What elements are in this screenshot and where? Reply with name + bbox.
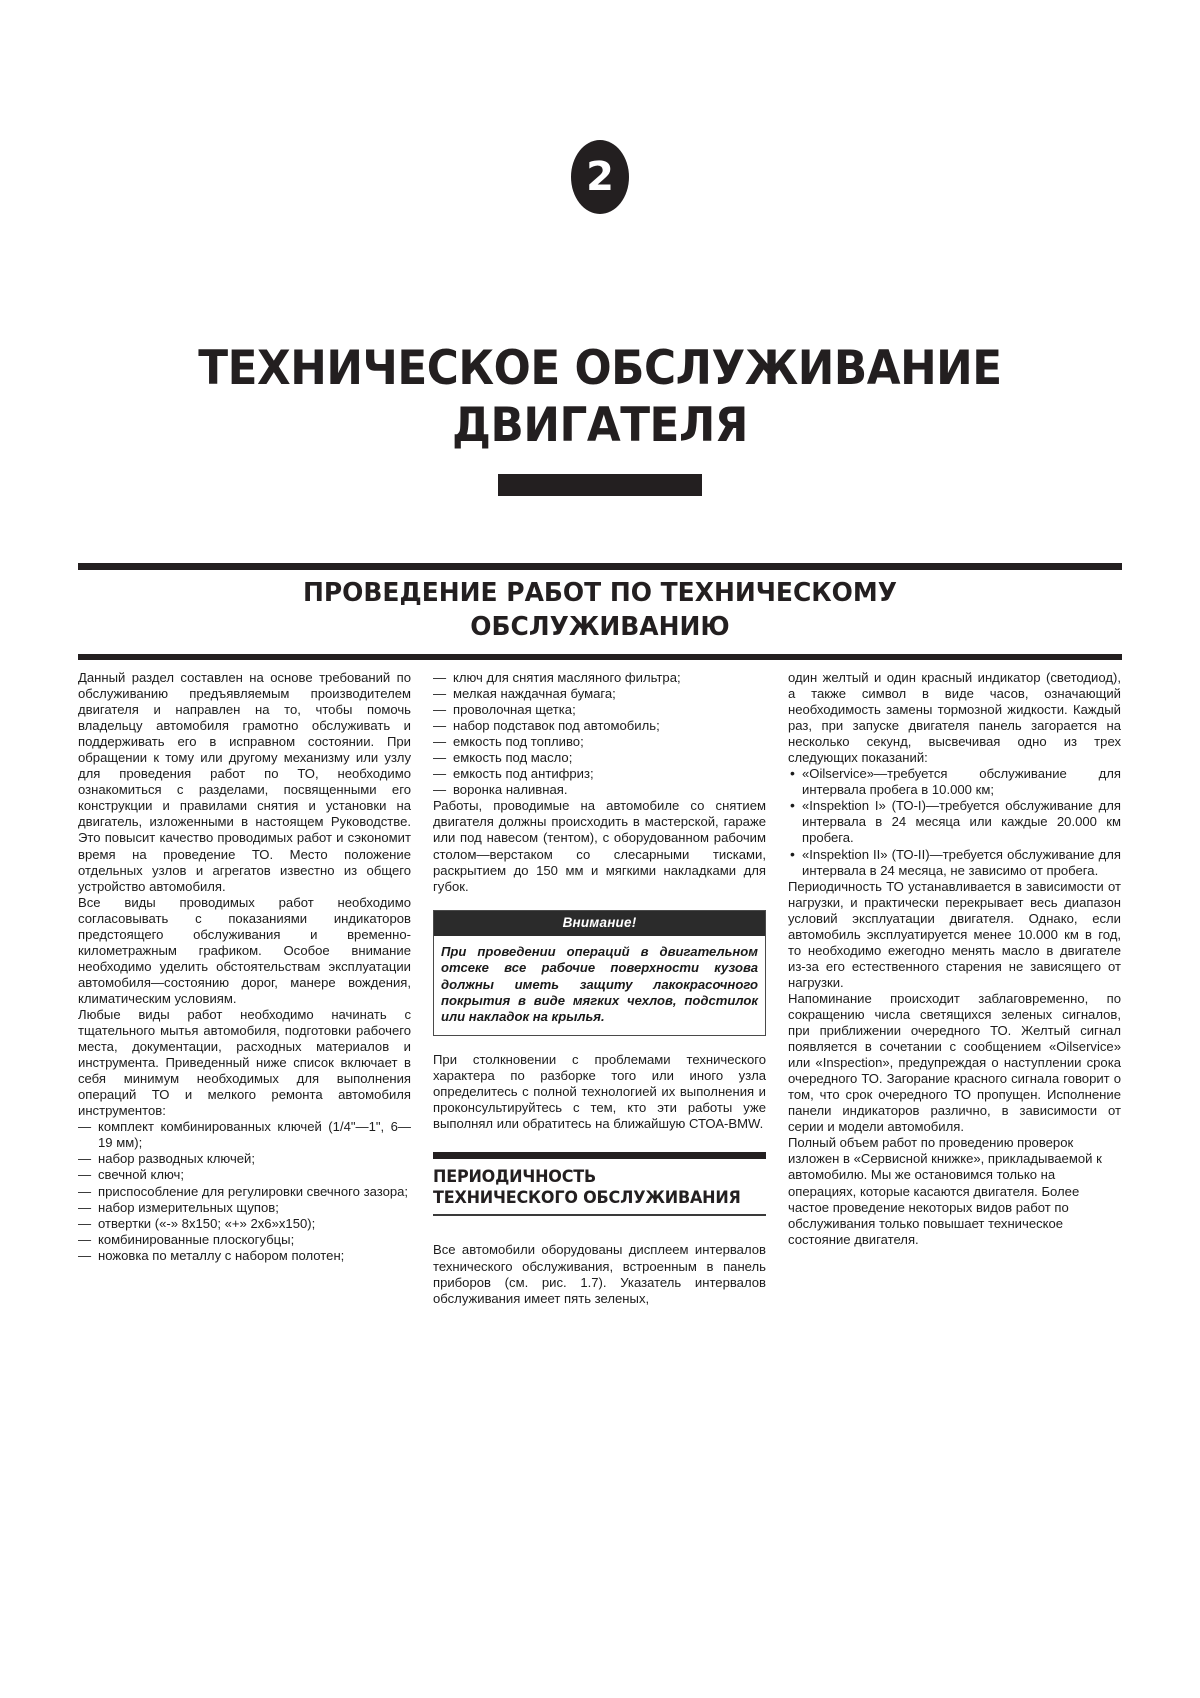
tools-list-continued bbox=[433, 670, 766, 798]
paragraph: Все виды проводимых работ необходимо согласовывать с показаниями индикаторов предстоящего обслуживания и временно-километражным графиком. Особое внимание необходимо уделить обстоятельствам эксплуатации автомобиля—состоянию дорог, манере вождения, климатическим условиям. bbox=[78, 894, 411, 1006]
paragraph: Любые виды работ необходимо начинать с тщательного мытья автомобиля, подготовки рабочего места, документации, расходных материалов и инструмента. Приведенный ниже список включает в себя минимум необходимых для выполнения операций ТО и мелкого ремонта автомобиля инструментов: bbox=[78, 1006, 411, 1119]
section-heading-line-1: ПРОВЕДЕНИЕ РАБОТ ПО ТЕХНИЧЕСКОМУ bbox=[303, 578, 897, 608]
paragraph: Периодичность ТО устанавливается в зависимости от нагрузки, и практически перекрывает весь диапазон условий эксплуатации двигателя. Однако, если автомобиль эксплуатируется менее 10.000 км в год, то необходимо ежегодно менять масло в двигателе из-за его естественного старения не зависящего от нагрузки. bbox=[788, 878, 1121, 990]
paragraph: Полный объем работ по проведению проверок изложен в «Сервисной книжке», прикладываемой к автомобилю. Мы же остановимся только на операциях, которые касаются двигателя. Более частое проведение некоторых видов работ по обслуживания только повышает техническое состояние двигателя. bbox=[788, 1135, 1102, 1247]
subsection-heading-line-1: ПЕРИОДИЧНОСТЬ bbox=[433, 1166, 596, 1186]
paragraph: При столкновении с проблемами технического характера по разборке того или иного узла определитесь с полной технологией их выполнения и проконсультируйтесь с тем, кто эти работы уже выполнял или обратитесь на ближайшую СТОА-BMW. bbox=[433, 1051, 766, 1131]
text-column-3 bbox=[788, 670, 1121, 1670]
tools-list bbox=[78, 1119, 411, 1263]
list-item: — набор измерительных щупов; bbox=[78, 1200, 411, 1216]
subsection-heading bbox=[433, 1166, 756, 1208]
list-item: — емкость под топливо; bbox=[433, 734, 766, 750]
section-heading bbox=[99, 576, 1101, 645]
paragraph: Работы, проводимые на автомобиле со снятием двигателя должны происходить в мастерской, гараже или под навесом (тентом), с оборудованном рабочим столом—верстаком со слесарными тисками, раскрытием до 150 мм и мягкими накладками для губок. bbox=[433, 798, 766, 894]
warning-box bbox=[433, 910, 766, 1036]
list-item: — свечной ключ; bbox=[78, 1167, 411, 1183]
subsection-rule-bottom bbox=[433, 1214, 766, 1217]
subsection-heading-line-2: ТЕХНИЧЕСКОГО ОБСЛУЖИВАНИЯ bbox=[433, 1187, 741, 1207]
warning-box-title: Внимание! bbox=[434, 911, 765, 936]
service-indicator-list bbox=[788, 766, 1121, 878]
list-item: • «Inspektion I» (ТО-I)—требуется обслуживание для интервала в 24 месяца или каждые 20.000 км пробега. bbox=[788, 798, 1121, 846]
paragraph: Все автомобили оборудованы дисплеем интервалов технического обслуживания, встроенным в панель приборов (см. рис. 1.7). Указатель интервалов обслуживания имеет пять зеленых, bbox=[433, 1242, 766, 1306]
list-item: — емкость под антифриз; bbox=[433, 766, 766, 782]
list-item: — набор подставок под автомобиль; bbox=[433, 718, 766, 734]
section-heading-rule-top bbox=[78, 563, 1122, 570]
warning-box-body: При проведении операций в двигательном отсеке все рабочие поверхности кузова должны иметь защиту лакокрасочного покрытия в виде мягких чехлов, подстилок или накладок на крылья. bbox=[441, 943, 758, 1025]
list-item: — ключ для снятия масляного фильтра; bbox=[433, 670, 766, 686]
chapter-title-underline-bar bbox=[498, 474, 702, 496]
body-columns bbox=[78, 670, 1122, 1670]
list-item: — емкость под масло; bbox=[433, 750, 766, 766]
subsection-rule-top bbox=[433, 1152, 766, 1159]
list-item: — приспособление для регулировки свечного зазора; bbox=[78, 1184, 411, 1200]
paragraph: один желтый и один красный индикатор (светодиод), а также символ в виде часов, означающий необходимость замены тормозной жидкости. Каждый раз, при запуске двигателя панель загорается на несколько секунд, высвечивая одно из трех следующих показаний: bbox=[788, 670, 1121, 766]
list-item: — набор разводных ключей; bbox=[78, 1151, 411, 1167]
paragraph: Данный раздел составлен на основе требований по обслуживанию предъявляемым производителем двигателя и направлен на то, чтобы помочь владельцу автомобиля грамотно обслуживать и поддерживать его в исправном состоянии. При обращении к тому или другому механизму или узлу для проведения работ по ТО, необходимо ознакомиться с разделами, посвященными его конструкции и правилами снятия и установки на двигатель, изложенными в настоящем Руководстве. Это повысит качество проводимых работ и сэкономит время на проведение ТО. Место положение отдельных узлов и агрегатов известно из общего устройство автомобиля. bbox=[78, 670, 411, 894]
list-item: — ножовка по металлу с набором полотен; bbox=[78, 1248, 411, 1264]
list-item: — отвертки («-» 8х150; «+» 2х6»х150); bbox=[78, 1216, 411, 1232]
chapter-title bbox=[116, 340, 1083, 455]
text-column-1 bbox=[78, 670, 411, 1670]
section-heading-line-2: ОБСЛУЖИВАНИЮ bbox=[470, 612, 730, 643]
list-item: — мелкая наждачная бумага; bbox=[433, 686, 766, 702]
chapter-title-line-1: ТЕХНИЧЕСКОЕ ОБСЛУЖИВАНИЕ bbox=[198, 341, 1002, 396]
list-item: — воронка наливная. bbox=[433, 782, 766, 798]
chapter-title-line-2: ДВИГАТЕЛЯ bbox=[452, 398, 748, 454]
list-item: — комплект комбинированных ключей (1/4"—1", 6—19 мм); bbox=[78, 1119, 411, 1151]
section-heading-rule-bottom bbox=[78, 654, 1122, 660]
subsection-heading-block bbox=[433, 1152, 766, 1217]
text-column-2 bbox=[433, 670, 766, 1670]
list-item: — проволочная щетка; bbox=[433, 702, 766, 718]
list-item: • «Inspektion II» (ТО-II)—требуется обслуживание для интервала в 24 месяца, не зависимо от пробега. bbox=[788, 847, 1121, 879]
paragraph: Напоминание происходит заблаговременно, по сокращению числа светящихся зеленых сигналов, при приближении очередного ТО. Желтый сигнал появляется в сочетании с сообщением «Oilservice» или «Inspection», предупреждая о наступлении срока очередного ТО. Загорание красного сигнала говорит о том, что срок очередного ТО пропущен. Исполнение панели индикаторов различно, в зависимости от серии и модели автомобиля. bbox=[788, 990, 1121, 1135]
chapter-number-badge: 2 bbox=[571, 140, 629, 214]
list-item: — комбинированные плоскогубцы; bbox=[78, 1232, 411, 1248]
chapter-badge-container bbox=[0, 140, 1200, 214]
list-item: • «Oilservice»—требуется обслуживание для интервала пробега в 10.000 км; bbox=[788, 766, 1121, 798]
spacer bbox=[433, 1230, 766, 1242]
